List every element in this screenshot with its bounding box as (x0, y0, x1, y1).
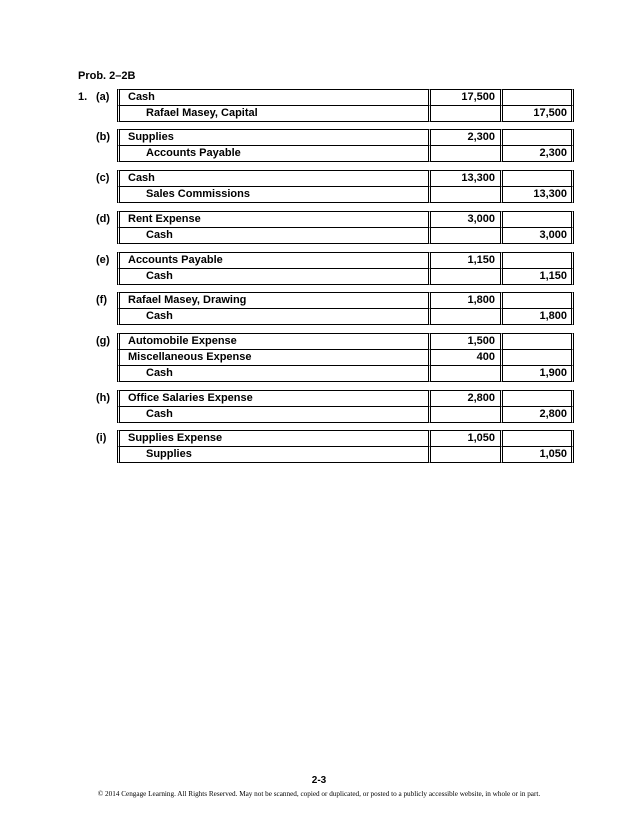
entry-label: (i) (96, 432, 107, 444)
credit-cell (503, 292, 574, 309)
credit-cell: 1,800 (503, 309, 574, 325)
debit-cell (431, 106, 503, 122)
journal-table (117, 390, 574, 423)
credit-cell (503, 390, 574, 407)
entry-label: (d) (96, 213, 111, 225)
entry-label: (e) (96, 254, 110, 266)
debit-cell: 2,800 (431, 390, 503, 407)
journal-table (117, 129, 574, 162)
account-cell: Automobile Expense (117, 333, 431, 350)
journal-line (117, 333, 574, 350)
credit-cell: 1,900 (503, 366, 574, 382)
debit-cell: 13,300 (431, 170, 503, 187)
journal-table (117, 252, 574, 285)
journal-line (117, 187, 574, 203)
account-cell: Cash (117, 407, 431, 423)
credit-cell: 2,800 (503, 407, 574, 423)
account-cell: Cash (117, 89, 431, 106)
credit-cell (503, 350, 574, 366)
journal-line (117, 390, 574, 407)
account-cell: Cash (117, 269, 431, 285)
entry-label: (h) (96, 392, 111, 404)
entry-label: (a) (96, 91, 110, 103)
journal-line (117, 366, 574, 382)
debit-cell (431, 146, 503, 162)
debit-cell: 1,800 (431, 292, 503, 309)
journal-line (117, 407, 574, 423)
credit-cell (503, 211, 574, 228)
journal-line (117, 447, 574, 463)
account-cell: Cash (117, 366, 431, 382)
credit-cell (503, 129, 574, 146)
entry-label: (c) (96, 172, 110, 184)
credit-cell: 3,000 (503, 228, 574, 244)
credit-cell (503, 430, 574, 447)
journal-line (117, 228, 574, 244)
entry-label: (g) (96, 335, 111, 347)
credit-cell: 13,300 (503, 187, 574, 203)
account-cell: Office Salaries Expense (117, 390, 431, 407)
journal-line (117, 170, 574, 187)
journal-line (117, 430, 574, 447)
part-number: 1. (78, 91, 88, 103)
account-cell: Supplies Expense (117, 430, 431, 447)
account-cell: Rafael Masey, Capital (117, 106, 431, 122)
debit-cell: 1,500 (431, 333, 503, 350)
account-cell: Supplies (117, 447, 431, 463)
debit-cell: 400 (431, 350, 503, 366)
debit-cell (431, 309, 503, 325)
debit-cell: 17,500 (431, 89, 503, 106)
journal-line (117, 106, 574, 122)
credit-cell (503, 170, 574, 187)
debit-cell: 1,150 (431, 252, 503, 269)
account-cell: Accounts Payable (117, 252, 431, 269)
account-cell: Sales Commissions (117, 187, 431, 203)
journal-line (117, 211, 574, 228)
journal-table (117, 430, 574, 463)
credit-cell (503, 252, 574, 269)
debit-cell: 3,000 (431, 211, 503, 228)
journal-line (117, 146, 574, 162)
debit-cell (431, 269, 503, 285)
entry-label: (b) (96, 131, 111, 143)
journal-line (117, 129, 574, 146)
credit-cell: 1,050 (503, 447, 574, 463)
journal-line (117, 252, 574, 269)
credit-cell: 2,300 (503, 146, 574, 162)
copyright-notice: © 2014 Cengage Learning. All Rights Reserved. May not be scanned, copied or duplicated, or posted to a publicly accessible website, in whole or in part. (97, 790, 541, 798)
account-cell: Supplies (117, 129, 431, 146)
page-number: 2-3 (311, 775, 327, 786)
debit-cell: 2,300 (431, 129, 503, 146)
debit-cell (431, 407, 503, 423)
journal-line (117, 292, 574, 309)
credit-cell (503, 89, 574, 106)
debit-cell (431, 366, 503, 382)
journal-line (117, 269, 574, 285)
debit-cell (431, 447, 503, 463)
entry-label: (f) (96, 294, 107, 306)
journal-line (117, 89, 574, 106)
credit-cell: 1,150 (503, 269, 574, 285)
account-cell: Rent Expense (117, 211, 431, 228)
journal-table (117, 89, 574, 122)
journal-table (117, 333, 574, 382)
account-cell: Cash (117, 309, 431, 325)
account-cell: Accounts Payable (117, 146, 431, 162)
journal-table (117, 292, 574, 325)
account-cell: Rafael Masey, Drawing (117, 292, 431, 309)
problem-title: Prob. 2–2B (78, 70, 136, 82)
credit-cell: 17,500 (503, 106, 574, 122)
debit-cell (431, 228, 503, 244)
credit-cell (503, 333, 574, 350)
journal-line (117, 309, 574, 325)
debit-cell (431, 187, 503, 203)
account-cell: Cash (117, 228, 431, 244)
account-cell: Miscellaneous Expense (117, 350, 431, 366)
journal-table (117, 211, 574, 244)
journal-line (117, 350, 574, 366)
account-cell: Cash (117, 170, 431, 187)
debit-cell: 1,050 (431, 430, 503, 447)
journal-table (117, 170, 574, 203)
